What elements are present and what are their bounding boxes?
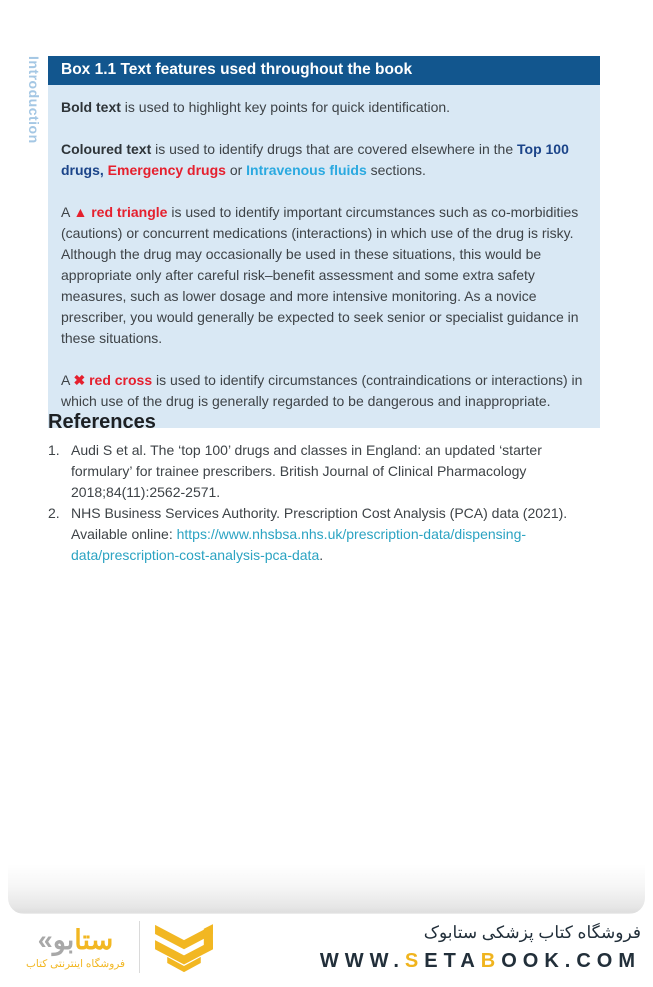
text-segment: Audi S et al. The ‘top 100’ drugs and classes in England: an updated ‘starter formulary’ for trainee prescribers. British Journal of Clinical Pharmacology 2018;84(11):2562-2571. — [71, 442, 542, 500]
text-segment: WWW. — [319, 949, 405, 972]
reference-item — [48, 440, 606, 503]
logo-divider — [139, 921, 140, 973]
red-cross-icon: ✖ — [73, 372, 86, 388]
setabook-wordmark-block — [26, 925, 125, 970]
reference-text — [71, 503, 606, 566]
text-segment: OOK.COM — [501, 949, 641, 972]
feature-box — [48, 56, 600, 428]
setabook-logo — [26, 917, 216, 977]
paragraph-red-triangle — [61, 202, 587, 349]
text-segment: A — [61, 204, 74, 220]
logo-subtitle: فروشگاه اینترنتی کتاب — [26, 957, 126, 970]
wordmark-text-secondary: بو — [52, 924, 75, 955]
text-segment: Emergency drugs — [107, 162, 226, 178]
text-segment: NHS Business Services Authority. Prescription Cost Analysis (PCA) data (2021). Available online: — [71, 505, 568, 542]
reference-number: 1. — [48, 442, 60, 458]
reference-link[interactable]: https://www.nhsbsa.nhs.uk/prescription-data/dispensing-data/prescription-cost-analysis-pca-data — [71, 526, 527, 563]
red-triangle-icon: ▲ — [73, 204, 88, 220]
store-title: فروشگاه کتاب پزشکی ستابوک — [423, 922, 641, 942]
reference-item — [48, 503, 606, 566]
website-url — [320, 949, 641, 973]
text-segment: is used to identify circumstances (contraindications or interactions) in which use of the drug is generally regarded to be dangerous and inappropriate. — [61, 372, 583, 409]
text-segment: ETA — [424, 949, 481, 972]
text-segment: Bold text — [61, 99, 121, 115]
text-segment: Coloured text — [61, 141, 152, 157]
text-segment: B — [480, 949, 502, 972]
paragraph-red-cross — [61, 370, 587, 412]
text-segment: A — [61, 372, 74, 388]
wordmark-text-primary: ستا — [74, 924, 114, 955]
text-segment: sections. — [366, 162, 426, 178]
text-segment: is used to identify drugs that are covered elsewhere in the — [151, 141, 517, 157]
feature-box-title: Box 1.1 Text features used throughout the book — [48, 56, 600, 85]
double-chevron-icon: « — [37, 924, 53, 955]
footer — [26, 911, 641, 983]
reference-text — [71, 440, 606, 503]
text-segment: . — [319, 547, 324, 563]
text-segment: or — [225, 162, 247, 178]
text-segment: is used to highlight key points for quick identification. — [120, 99, 451, 115]
paragraph-bold-text — [61, 97, 587, 118]
text-segment: is used to identify important circumstances such as co-morbidities (cautions) or concurrent medications (interactions) in which use of the drug is risky. Although the drug may occasionally be used in these situations, this would be appropriate only after careful risk–benefit assessment and some extra safety measures, such as lower dosage and more intensive monitoring. As a novice prescriber, you would generally be expected to seek senior or specialist guidance in these situations. — [61, 204, 579, 346]
page-bottom-shadow — [8, 864, 645, 914]
text-segment: Intravenous fluids — [246, 162, 367, 178]
paragraph-coloured-text — [61, 139, 587, 181]
site-info — [320, 922, 641, 973]
section-label: Introduction — [26, 56, 42, 144]
setabook-wordmark — [26, 925, 125, 955]
references-section — [48, 412, 606, 566]
text-segment: red triangle — [87, 204, 168, 220]
reference-number: 2. — [48, 505, 60, 521]
setabook-chevron-emblem — [152, 917, 216, 977]
references-heading: References — [48, 411, 156, 433]
text-segment: red cross — [85, 372, 153, 388]
text-segment: S — [404, 949, 425, 972]
feature-box-body — [48, 85, 600, 428]
text-segment: Top 100 drugs, — [61, 141, 569, 178]
